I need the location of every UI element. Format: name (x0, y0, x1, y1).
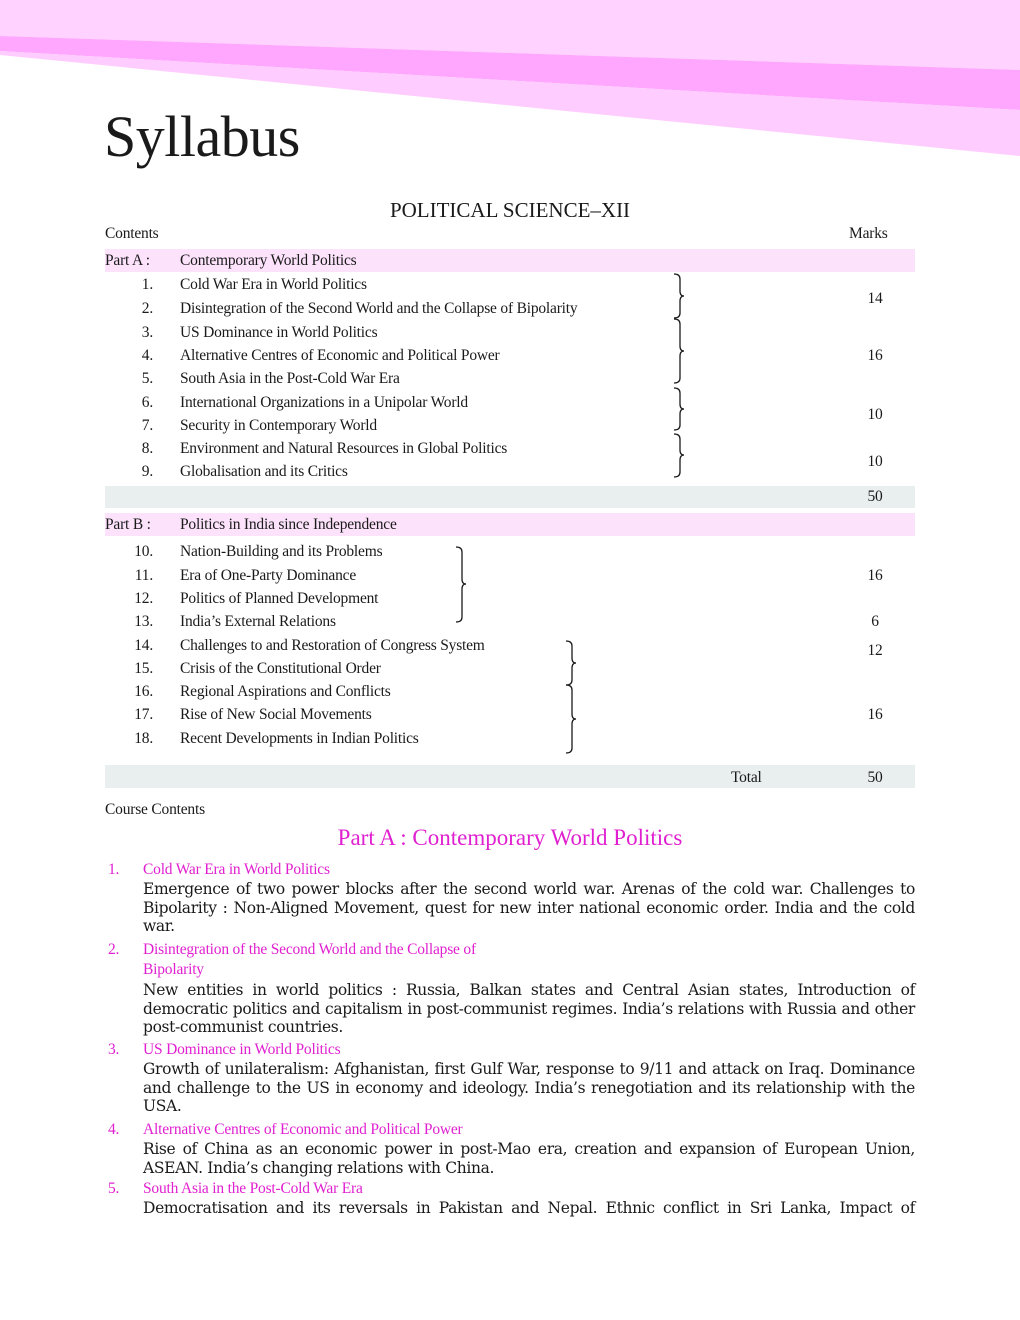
item-number: 7. (141, 417, 153, 434)
unit-description: New entities in world politics : Russia, Balkan states and Central Asian states, Introduction of democratic politics and capitalism in post-communist regimes. India’s relations with Russia and other post-communist countries. (143, 981, 915, 1036)
marks-value: 16 (867, 347, 883, 364)
unit-number: 1. (108, 861, 120, 878)
item-number: 18. (134, 730, 153, 747)
item-title: Recent Developments in Indian Politics (180, 730, 419, 747)
unit-number: 3. (108, 1041, 120, 1058)
item-title: Globalisation and its Critics (180, 463, 348, 480)
contents-label: Contents (105, 225, 159, 242)
unit-description: Rise of China as an economic power in post-Mao era, creation and expansion of European Union, ASEAN. India’s changing relations with China. (143, 1140, 915, 1177)
marks-value: 10 (867, 406, 883, 423)
item-title: South Asia in the Post-Cold War Era (180, 370, 400, 387)
brace-icon (454, 546, 468, 623)
item-number: 11. (134, 567, 153, 584)
item-number: 6. (141, 394, 153, 411)
brace-icon (564, 684, 578, 754)
part-a-subtotal-row (105, 486, 915, 508)
total-value: 50 (867, 769, 883, 786)
item-number: 5. (141, 370, 153, 387)
unit-description: Growth of unilateralism: Afghanistan, first Gulf War, response to 9/11 and attack on Iraq. Dominance and challenge to the US in economy and ideology. India’s renegotiation and its relationship with the USA. (143, 1060, 915, 1115)
marks-value: 10 (867, 453, 883, 470)
item-number: 4. (141, 347, 153, 364)
brace-icon (672, 433, 686, 478)
item-title: Era of One-Party Dominance (180, 567, 356, 584)
item-number: 3. (141, 324, 153, 341)
item-title: Security in Contemporary World (180, 417, 377, 434)
item-number: 16. (134, 683, 153, 700)
part-a-label: Part A : (105, 252, 150, 269)
page-title: Syllabus (104, 104, 300, 169)
item-number: 2. (141, 300, 153, 317)
marks-value: 16 (867, 706, 883, 723)
unit-number: 4. (108, 1121, 120, 1138)
part-b-title: Politics in India since Independence (180, 516, 397, 533)
total-label: Total (731, 769, 762, 786)
unit-title: US Dominance in World Politics (143, 1041, 341, 1058)
unit-title: Disintegration of the Second World and the Collapse of (143, 941, 476, 958)
brace-icon (672, 273, 686, 319)
item-number: 8. (141, 440, 153, 457)
item-number: 10. (134, 543, 153, 560)
item-title: Disintegration of the Second World and the Collapse of Bipolarity (180, 300, 578, 317)
brace-icon (672, 318, 686, 384)
unit-number: 5. (108, 1180, 120, 1197)
item-number: 1. (141, 276, 153, 293)
unit-number: 2. (108, 941, 120, 958)
course-contents-label: Course Contents (105, 801, 205, 818)
unit-title: South Asia in the Post-Cold War Era (143, 1180, 363, 1197)
item-title: Alternative Centres of Economic and Political Power (180, 347, 500, 364)
item-number: 9. (141, 463, 153, 480)
item-number: 15. (134, 660, 153, 677)
marks-label: Marks (849, 225, 888, 242)
item-title: Nation-Building and its Problems (180, 543, 383, 560)
unit-title-continued: Bipolarity (143, 961, 204, 978)
marks-value: 16 (867, 567, 883, 584)
marks-value: 6 (871, 613, 879, 630)
unit-title: Alternative Centres of Economic and Political Power (143, 1121, 463, 1138)
total-row (105, 765, 915, 788)
item-number: 14. (134, 637, 153, 654)
item-title: US Dominance in World Politics (180, 324, 378, 341)
part-b-label: Part B : (105, 516, 151, 533)
item-title: Environment and Natural Resources in Global Politics (180, 440, 508, 457)
item-title: Crisis of the Constitutional Order (180, 660, 381, 677)
item-title: International Organizations in a Unipolar World (180, 394, 468, 411)
unit-title: Cold War Era in World Politics (143, 861, 330, 878)
subject-title: POLITICAL SCIENCE–XII (389, 198, 631, 222)
course-section-heading: Part A : Contemporary World Politics (337, 825, 683, 850)
part-a-subtotal: 50 (867, 488, 883, 505)
unit-description: Emergence of two power blocks after the second world war. Arenas of the cold war. Challenges to Bipolarity : Non-Aligned Movement, quest for new inter national economic order. India and the cold war. (143, 880, 915, 935)
item-number: 17. (134, 706, 153, 723)
marks-value: 12 (867, 642, 883, 659)
item-number: 13. (134, 613, 153, 630)
item-number: 12. (134, 590, 153, 607)
item-title: Cold War Era in World Politics (180, 276, 367, 293)
marks-value: 14 (867, 290, 883, 307)
brace-icon (672, 387, 686, 431)
part-a-title: Contemporary World Politics (180, 252, 357, 269)
item-title: Politics of Planned Development (180, 590, 379, 607)
item-title: India’s External Relations (180, 613, 336, 630)
unit-description: Democratisation and its reversals in Pakistan and Nepal. Ethnic conflict in Sri Lanka, Impact of (143, 1199, 915, 1217)
item-title: Rise of New Social Movements (180, 706, 372, 723)
brace-icon (564, 640, 578, 686)
item-title: Challenges to and Restoration of Congress System (180, 637, 485, 654)
item-title: Regional Aspirations and Conflicts (180, 683, 391, 700)
